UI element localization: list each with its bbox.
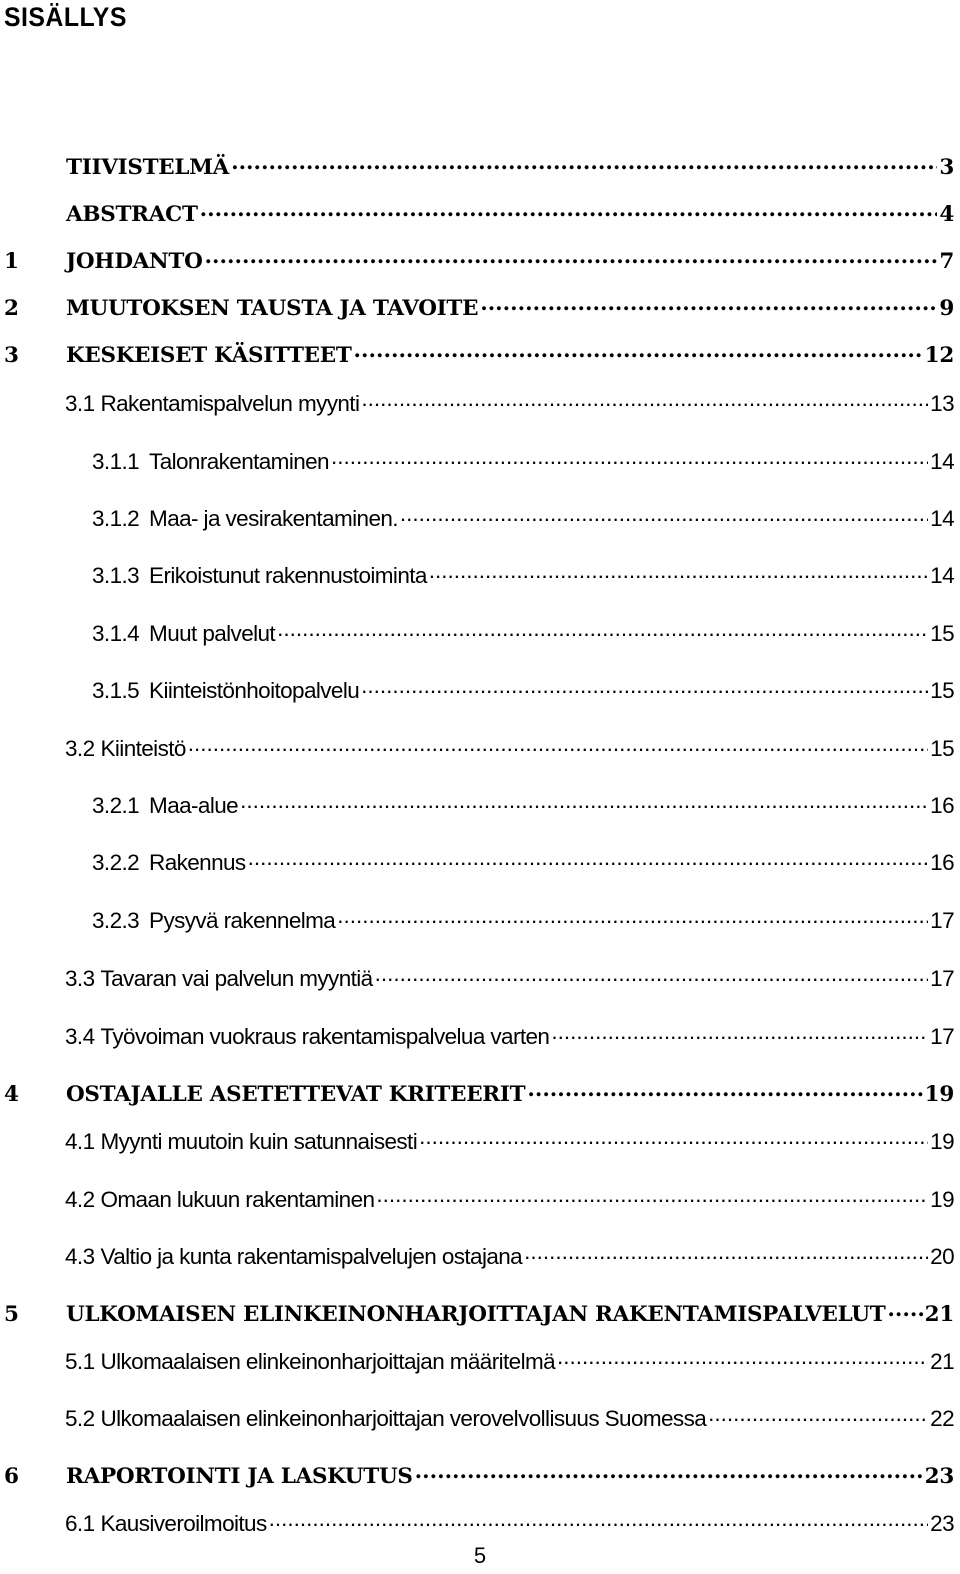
toc-entry-page: 13 <box>930 390 954 416</box>
toc-entry-page: 15 <box>930 735 954 761</box>
dot-leader <box>277 618 928 641</box>
toc-entry-page: 3 <box>939 154 954 180</box>
dot-leader <box>415 1461 923 1483</box>
toc-entry-page: 23 <box>930 1510 954 1536</box>
toc-entry[interactable] <box>92 790 954 819</box>
dot-leader <box>337 905 928 928</box>
toc-entry[interactable] <box>92 503 954 532</box>
toc-entry-title: Erikoistunut rakennustoiminta <box>149 562 427 588</box>
toc-entry-page: 17 <box>930 907 954 933</box>
toc-entry-number: 3 <box>4 342 19 368</box>
toc-entry-title: JOHDANTO <box>66 248 203 274</box>
toc-entry[interactable] <box>4 199 954 227</box>
toc-entry-page: 17 <box>930 965 954 991</box>
toc-entry-title: ABSTRACT <box>66 201 198 227</box>
toc-entry[interactable] <box>65 1508 954 1537</box>
toc-entry[interactable] <box>4 340 954 368</box>
toc-entry[interactable] <box>65 388 954 417</box>
toc-entry[interactable] <box>92 560 954 589</box>
toc-entry-page: 9 <box>939 295 954 321</box>
toc-entry-title: ULKOMAISEN ELINKEINONHARJOITTAJAN RAKENTAMISPALVELUT <box>66 1301 886 1327</box>
dot-leader <box>188 733 928 756</box>
toc-entry-number: 5.1 <box>65 1348 95 1374</box>
dot-leader <box>361 388 928 411</box>
toc-entry-number: 2 <box>4 295 19 321</box>
toc-entry-number: 3.4 <box>65 1023 95 1049</box>
toc-entry-page: 21 <box>930 1348 954 1374</box>
toc-entry-number: 3.1.2 <box>92 505 140 531</box>
toc-entry-page: 19 <box>930 1128 954 1154</box>
toc-entry[interactable] <box>4 246 954 274</box>
toc-entry-title: Maa- ja vesirakentaminen. <box>149 505 398 531</box>
toc-entry-number: 3.2.3 <box>92 907 140 933</box>
toc-entry-title: Kausiveroilmoitus <box>100 1510 267 1536</box>
toc-entry-number: 3.1 <box>65 390 95 416</box>
toc-entry[interactable] <box>4 1299 954 1327</box>
toc-entry[interactable] <box>92 905 954 934</box>
toc-entry[interactable] <box>65 1021 954 1050</box>
dot-leader <box>248 847 929 870</box>
toc-entry-number: 3.1.1 <box>92 448 140 474</box>
toc-entry[interactable] <box>65 1241 954 1270</box>
toc-entry-page: 14 <box>930 562 954 588</box>
toc-entry-number: 3.2.1 <box>92 792 140 818</box>
toc-entry[interactable] <box>65 1346 954 1375</box>
toc-entry-page: 22 <box>930 1405 954 1431</box>
toc-entry-title: Rakentamispalvelun myynti <box>100 390 360 416</box>
toc-entry-page: 19 <box>924 1081 954 1107</box>
dot-leader <box>887 1299 922 1321</box>
toc-entry-title: Ulkomaalaisen elinkeinonharjoittajan määritelmä <box>100 1348 556 1374</box>
toc-entry-number: 3.2 <box>65 735 95 761</box>
page-number: 5 <box>473 1543 487 1568</box>
dot-leader <box>524 1241 928 1264</box>
toc-entry-number: 3.1.3 <box>92 562 140 588</box>
toc-entry-page: 14 <box>930 505 954 531</box>
toc-entry[interactable] <box>65 733 954 762</box>
toc-entry-title: Valtio ja kunta rakentamispalvelujen ostajana <box>100 1243 523 1269</box>
dot-leader <box>419 1126 928 1149</box>
toc-entry-number: 6 <box>4 1463 19 1489</box>
toc-entry[interactable] <box>4 1461 954 1489</box>
toc-entry-title: Muut palvelut <box>149 620 276 646</box>
toc-entry-page: 20 <box>930 1243 954 1269</box>
toc-entry-number: 3.1.5 <box>92 677 140 703</box>
toc-entry-title: RAPORTOINTI JA LASKUTUS <box>66 1463 413 1489</box>
toc-entry[interactable] <box>92 675 954 704</box>
toc-entry-number: 5 <box>4 1301 19 1327</box>
toc-entry-title: Kiinteistönhoitopalvelu <box>149 677 360 703</box>
toc-entry-number: 1 <box>4 248 19 274</box>
toc-entry-page: 7 <box>939 248 954 274</box>
dot-leader <box>200 199 938 221</box>
toc-entry-title: TIIVISTELMÄ <box>66 154 230 180</box>
toc-entry-number: 5.2 <box>65 1405 95 1431</box>
toc-entry[interactable] <box>4 293 954 321</box>
toc-entry-page: 16 <box>930 792 954 818</box>
dot-leader <box>557 1346 928 1369</box>
toc-entry-page: 4 <box>939 201 954 227</box>
dot-leader <box>375 963 929 986</box>
toc-entry-number: 3.1.4 <box>92 620 140 646</box>
toc-entry-title: Kiinteistö <box>100 735 186 761</box>
dot-leader <box>269 1508 929 1531</box>
toc-entry-title: MUUTOKSEN TAUSTA JA TAVOITE <box>66 295 479 321</box>
dot-leader <box>429 560 928 583</box>
toc-entry[interactable] <box>65 1403 954 1432</box>
dot-leader <box>400 503 928 526</box>
dot-leader <box>354 340 923 362</box>
toc-entry-title: Pysyvä rakennelma <box>149 907 336 933</box>
toc-entry-page: 14 <box>930 448 954 474</box>
toc-entry-number: 6.1 <box>65 1510 95 1536</box>
toc-entry-page: 21 <box>924 1301 954 1327</box>
toc-entry-title: Omaan lukuun rakentaminen <box>100 1186 375 1212</box>
toc-entry[interactable] <box>92 847 954 876</box>
toc-entry[interactable] <box>65 1126 954 1155</box>
toc-entry-title: Maa-alue <box>149 792 239 818</box>
dot-leader <box>361 675 928 698</box>
toc-entry-number: 3.2.2 <box>92 849 140 875</box>
toc-entry-title: Työvoiman vuokraus rakentamispalvelua varten <box>100 1023 550 1049</box>
toc-entry-page: 17 <box>930 1023 954 1049</box>
toc-entry[interactable] <box>65 1184 954 1213</box>
toc-entry-number: 4 <box>4 1081 19 1107</box>
toc-entry[interactable] <box>65 963 954 992</box>
toc-entry[interactable] <box>92 618 954 647</box>
toc-entry-page: 15 <box>930 620 954 646</box>
dot-leader <box>527 1079 922 1101</box>
toc-entry-title: KESKEISET KÄSITTEET <box>66 342 352 368</box>
toc-entry[interactable] <box>92 446 954 475</box>
dot-leader <box>376 1184 928 1207</box>
toc-entry-page: 16 <box>930 849 954 875</box>
toc-entry-page: 15 <box>930 677 954 703</box>
dot-leader <box>551 1021 928 1044</box>
dot-leader <box>240 790 928 813</box>
dot-leader <box>708 1403 928 1426</box>
toc-entry-number: 3.3 <box>65 965 95 991</box>
toc-entry-page: 19 <box>930 1186 954 1212</box>
toc-entry-title: Talonrakentaminen <box>149 448 329 474</box>
toc-entry[interactable] <box>4 1079 954 1107</box>
toc-entry-title: Tavaran vai palvelun myyntiä <box>100 965 373 991</box>
toc-entry-title: Ulkomaalaisen elinkeinonharjoittajan verovelvollisuus Suomessa <box>100 1405 707 1431</box>
toc-entry-number: 4.1 <box>65 1128 95 1154</box>
toc-entry-title: OSTAJALLE ASETETTEVAT KRITEERIT <box>66 1081 526 1107</box>
page-title: SISÄLLYS <box>4 2 127 32</box>
dot-leader <box>480 293 937 315</box>
dot-leader <box>231 152 937 174</box>
toc-entry[interactable] <box>4 152 954 180</box>
toc-entry-number: 4.2 <box>65 1186 95 1212</box>
toc-entry-page: 12 <box>924 342 954 368</box>
toc-entry-number: 4.3 <box>65 1243 95 1269</box>
toc-entry-title: Rakennus <box>149 849 246 875</box>
toc-entry-title: Myynti muutoin kuin satunnaisesti <box>100 1128 418 1154</box>
dot-leader <box>205 246 938 268</box>
dot-leader <box>331 446 928 469</box>
toc-entry-page: 23 <box>924 1463 954 1489</box>
